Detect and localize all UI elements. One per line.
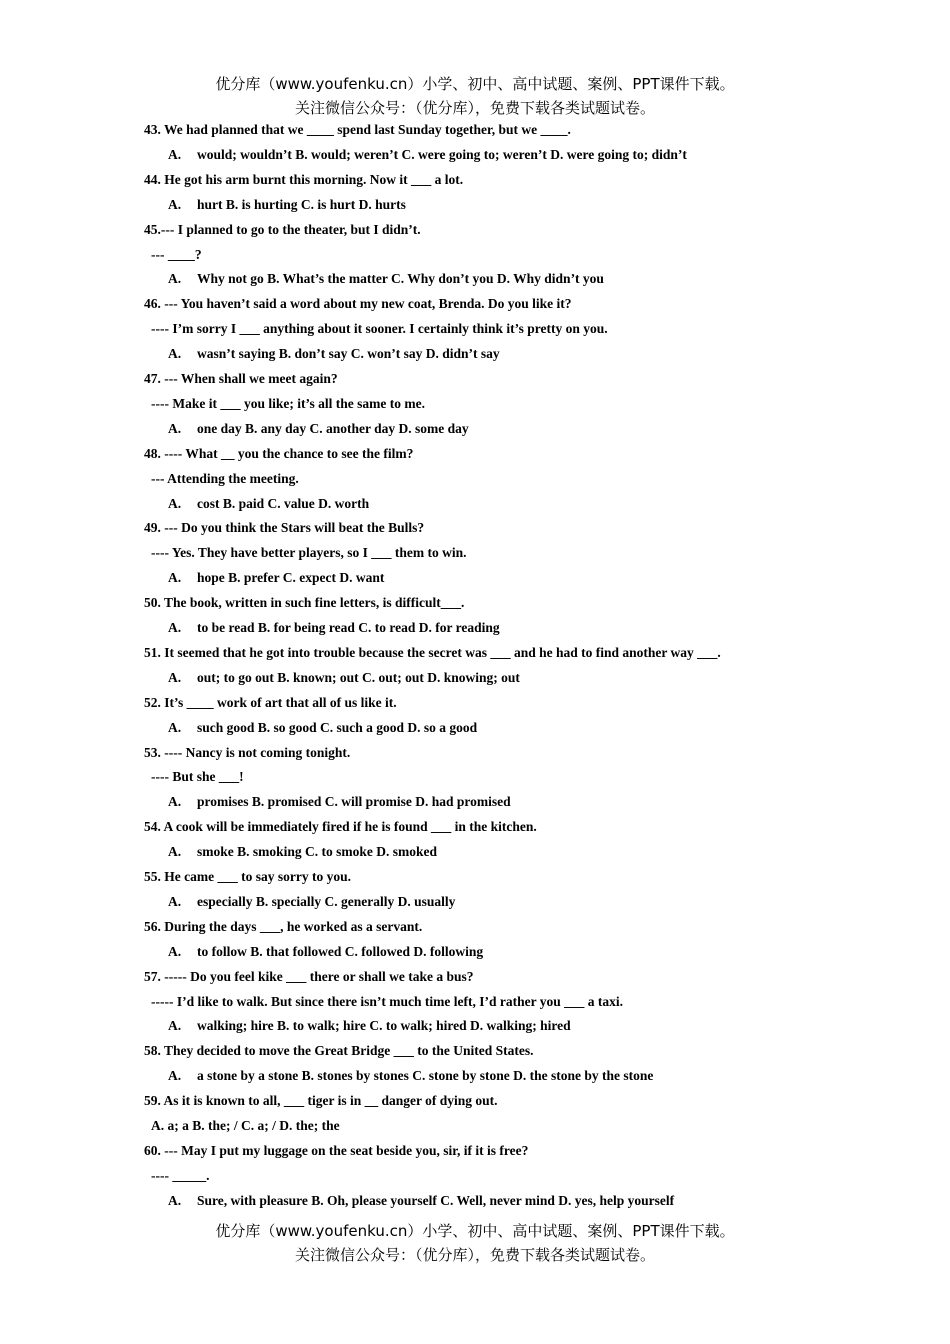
option-letter: A. [168, 420, 182, 436]
option-text: especially B. specially C. generally D. usually [197, 893, 456, 909]
answer-options [168, 669, 520, 687]
question-text: 51. It seemed that he got into trouble because the secret was ___ and he had to find another way ___. [144, 644, 721, 660]
answer-options [168, 146, 687, 164]
option-text: a stone by a stone B. stones by stones C. stone by stone D. the stone by the stone [197, 1068, 654, 1084]
answer-options [168, 719, 477, 737]
option-letter: A. [168, 669, 182, 685]
option-letter: A. [168, 1018, 182, 1034]
option-letter: A. [168, 271, 182, 287]
footer-line-1: 优分库（www.youfenku.cn）小学、初中、高中试题、案例、PPT课件下载。 [215, 1222, 735, 1240]
option-letter: A. [168, 844, 182, 860]
question-text: 53. ---- Nancy is not coming tonight. [144, 744, 351, 760]
answer-options [168, 495, 369, 513]
dialogue-line: ---- Yes. They have better players, so I ___ them to win. [151, 545, 467, 561]
question-text: 48. ---- What __ you the chance to see the film? [144, 445, 414, 461]
answer-options [168, 1017, 571, 1035]
question-text: 58. They decided to move the Great Bridge ___ to the United States. [144, 1043, 534, 1059]
answer-options [168, 1192, 674, 1210]
option-letter: A. [168, 1192, 182, 1208]
header-line-1: 优分库（www.youfenku.cn）小学、初中、高中试题、案例、PPT课件下载。 [215, 75, 735, 93]
option-letter: A. [168, 570, 182, 586]
answer-options [168, 1067, 653, 1085]
answer-options [168, 843, 437, 861]
option-text: Why not go B. What’s the matter C. Why don’t you D. Why didn’t you [197, 271, 604, 287]
answer-options [168, 943, 483, 961]
option-text: such good B. so good C. such a good D. so a good [197, 719, 478, 735]
option-text: hurt B. is hurting C. is hurt D. hurts [197, 196, 406, 212]
dialogue-line: --- ____? [151, 246, 202, 262]
footer-line-2: 关注微信公众号：（优分库），免费下载各类试题试卷。 [294, 1246, 655, 1264]
question-text: 45.--- I planned to go to the theater, but I didn’t. [144, 221, 421, 237]
option-text: smoke B. smoking C. to smoke D. smoked [197, 844, 438, 860]
question-text: 54. A cook will be immediately fired if he is found ___ in the kitchen. [144, 819, 537, 835]
answer-options [168, 345, 500, 363]
dialogue-line: --- Attending the meeting. [151, 470, 299, 486]
dialogue-line: ---- But she ___! [151, 769, 244, 785]
answer-options [168, 793, 511, 811]
question-text: 52. It’s ____ work of art that all of us like it. [144, 694, 397, 710]
dialogue-line: ---- I’m sorry I ___ anything about it sooner. I certainly think it’s pretty on you. [151, 321, 608, 337]
option-text: wasn’t saying B. don’t say C. won’t say D. didn’t say [197, 346, 500, 362]
question-text: 57. ----- Do you feel kike ___ there or shall we take a bus? [144, 968, 474, 984]
answer-options [168, 196, 406, 214]
page-header [0, 72, 950, 120]
question-text: 49. --- Do you think the Stars will beat the Bulls? [144, 520, 425, 536]
option-letter: A. [168, 893, 182, 909]
answer-options [168, 619, 500, 637]
question-text: 47. --- When shall we meet again? [144, 371, 338, 386]
answer-options [168, 270, 604, 288]
dialogue-line: ---- _____. [151, 1167, 210, 1183]
option-letter: A. [168, 196, 182, 212]
option-letter: A. [168, 495, 182, 511]
question-text: 43. We had planned that we ____ spend last Sunday together, but we ____. [144, 122, 571, 137]
question-text: 60. --- May I put my luggage on the seat beside you, sir, if it is free? [144, 1142, 529, 1158]
option-letter: A. [168, 1068, 182, 1084]
dialogue-line: A. a; a B. the; / C. a; / D. the; the [151, 1118, 340, 1133]
option-text: hope B. prefer C. expect D. want [197, 570, 385, 586]
option-text: one day B. any day C. another day D. some day [197, 420, 469, 436]
question-text: 44. He got his arm burnt this morning. Now it ___ a lot. [144, 171, 464, 187]
answer-options [168, 420, 469, 438]
option-letter: A. [168, 794, 182, 810]
option-letter: A. [168, 943, 182, 959]
option-text: Sure, with pleasure B. Oh, please yourself C. Well, never mind D. yes, help yourself [197, 1192, 675, 1208]
question-text: 59. As it is known to all, ___ tiger is in __ danger of dying out. [144, 1093, 498, 1109]
option-letter: A. [168, 620, 182, 635]
option-letter: A. [168, 346, 182, 362]
option-text: to be read B. for being read C. to read D. for reading [197, 620, 500, 635]
page-footer [0, 1219, 950, 1267]
option-letter: A. [168, 719, 182, 735]
option-text: would; wouldn’t B. would; weren’t C. were going to; weren’t D. were going to; didn’t [197, 146, 687, 162]
option-text: out; to go out B. known; out C. out; out D. knowing; out [197, 669, 520, 685]
question-text: 56. During the days ___, he worked as a servant. [144, 918, 423, 934]
question-text: 50. The book, written in such fine letters, is difficult___. [144, 595, 465, 611]
option-text: cost B. paid C. value D. worth [197, 495, 370, 511]
dialogue-line: ----- I’d like to walk. But since there isn’t much time left, I’d rather you ___ a taxi. [151, 993, 623, 1009]
option-text: walking; hire B. to walk; hire C. to walk; hired D. walking; hired [197, 1018, 571, 1034]
answer-options [168, 893, 455, 911]
answer-options [168, 569, 384, 587]
option-text: to follow B. that followed C. followed D. following [197, 943, 484, 959]
question-text: 55. He came ___ to say sorry to you. [144, 869, 351, 884]
dialogue-line: ---- Make it ___ you like; it’s all the same to me. [151, 395, 425, 411]
option-text: promises B. promised C. will promise D. had promised [197, 794, 511, 810]
option-letter: A. [168, 146, 182, 162]
question-text: 46. --- You haven’t said a word about my new coat, Brenda. Do you like it? [144, 296, 572, 312]
header-line-2: 关注微信公众号：（优分库），免费下载各类试题试卷。 [294, 99, 655, 117]
